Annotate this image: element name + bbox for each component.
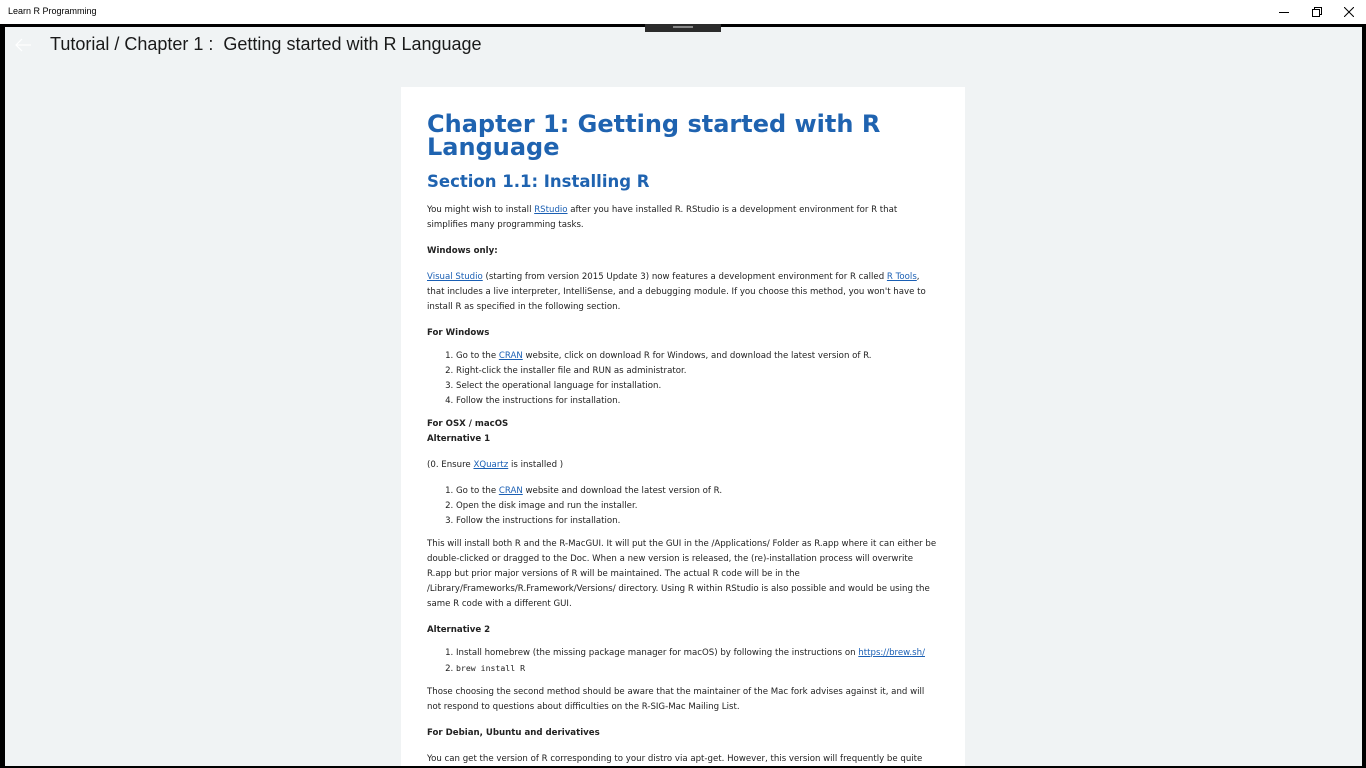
minimize-icon bbox=[1279, 7, 1289, 17]
page-title: Tutorial / Chapter 1 : Getting started with R Language bbox=[50, 34, 482, 54]
chapter-heading: Chapter 1: Getting started with R Language bbox=[427, 110, 881, 161]
alternative-1-heading: Alternative 1 bbox=[427, 434, 491, 444]
minimize-button[interactable] bbox=[1268, 0, 1300, 24]
list-item: 4. Follow the instructions for installation. bbox=[456, 394, 939, 409]
windows-steps-list bbox=[427, 349, 939, 409]
restore-button[interactable] bbox=[1301, 0, 1333, 24]
title-bar bbox=[0, 0, 1366, 24]
intro-paragraph: You might wish to install RStudio after you have installed R. RStudio is a development environment for R that simplifies many programming tasks. bbox=[427, 205, 898, 230]
r-tools-link[interactable]: R Tools bbox=[886, 272, 917, 282]
rstudio-link[interactable]: RStudio bbox=[534, 205, 568, 215]
list-item: 2. Right-click the installer file and RUN as administrator. bbox=[456, 364, 939, 379]
section-heading: Section 1.1: Installing R bbox=[427, 172, 650, 191]
macgui-paragraph: This will install both R and the R-MacGUI. It will put the GUI in the /Applications/ Folder as R.app where it can either be double-clicked or dragged to the Doc. When a new version is released, the (re)-installation process will overwrite R.app but prior major versions of R will be maintained. The actual R code will be in the /Library/Frameworks/R.Framework/Versions/ directory. Using R within RStudio is also possible and would be using the same R code with a different GUI. bbox=[427, 539, 937, 609]
back-button[interactable] bbox=[13, 36, 33, 54]
for-windows-heading: For Windows bbox=[427, 328, 490, 338]
list-item: 1. Go to the CRAN website and download the latest version of R. bbox=[456, 484, 939, 499]
visual-studio-paragraph: Visual Studio (starting from version 2015 Update 3) now features a development environment for R called R Tools, that includes a live interpreter, IntelliSense, and a debugging module. If you choose this method, you won't have to install R as specified in the following section. bbox=[427, 272, 926, 312]
homebrew-steps-list bbox=[427, 646, 939, 677]
app-title: Learn R Programming bbox=[8, 6, 97, 16]
brew-link[interactable]: https://brew.sh/ bbox=[858, 648, 925, 658]
close-icon bbox=[1344, 7, 1354, 17]
xquartz-link[interactable]: XQuartz bbox=[473, 460, 509, 470]
debian-paragraph: You can get the version of R corresponding to your distro via apt-get. However, this version will frequently be quite bbox=[427, 754, 923, 764]
back-arrow-icon bbox=[13, 36, 33, 54]
grip-icon bbox=[673, 26, 693, 28]
list-item: 2. Open the disk image and run the installer. bbox=[456, 499, 939, 514]
alternative-2-heading: Alternative 2 bbox=[427, 625, 491, 635]
cran-link[interactable]: CRAN bbox=[498, 486, 523, 496]
cran-link[interactable]: CRAN bbox=[498, 351, 523, 361]
for-debian-heading: For Debian, Ubuntu and derivatives bbox=[427, 728, 600, 738]
list-item bbox=[456, 661, 939, 677]
windows-only-label: Windows only: bbox=[427, 246, 498, 256]
main-content bbox=[5, 27, 1362, 766]
close-button[interactable] bbox=[1333, 0, 1365, 24]
drag-handle[interactable] bbox=[645, 24, 721, 32]
xquartz-note: (0. Ensure XQuartz is installed ) bbox=[427, 460, 564, 470]
for-osx-heading: For OSX / macOS bbox=[427, 419, 509, 429]
article-panel[interactable] bbox=[401, 87, 965, 766]
code-snippet: brew install R bbox=[456, 663, 526, 673]
list-item: 3. Select the operational language for installation. bbox=[456, 379, 939, 394]
visual-studio-link[interactable]: Visual Studio bbox=[427, 272, 483, 282]
mac-steps-list bbox=[427, 484, 939, 529]
list-item: 1. Go to the CRAN website, click on download R for Windows, and download the latest version of R. bbox=[456, 349, 939, 364]
restore-icon bbox=[1312, 7, 1322, 17]
mac-fork-warning: Those choosing the second method should be aware that the maintainer of the Mac fork advises against it, and will not respond to questions about difficulties on the R-SIG-Mac Mailing List. bbox=[427, 687, 925, 712]
list-item: 1. Install homebrew (the missing package manager for macOS) by following the instructions on https://brew.sh/ bbox=[456, 646, 939, 661]
list-item: 3. Follow the instructions for installation. bbox=[456, 514, 939, 529]
